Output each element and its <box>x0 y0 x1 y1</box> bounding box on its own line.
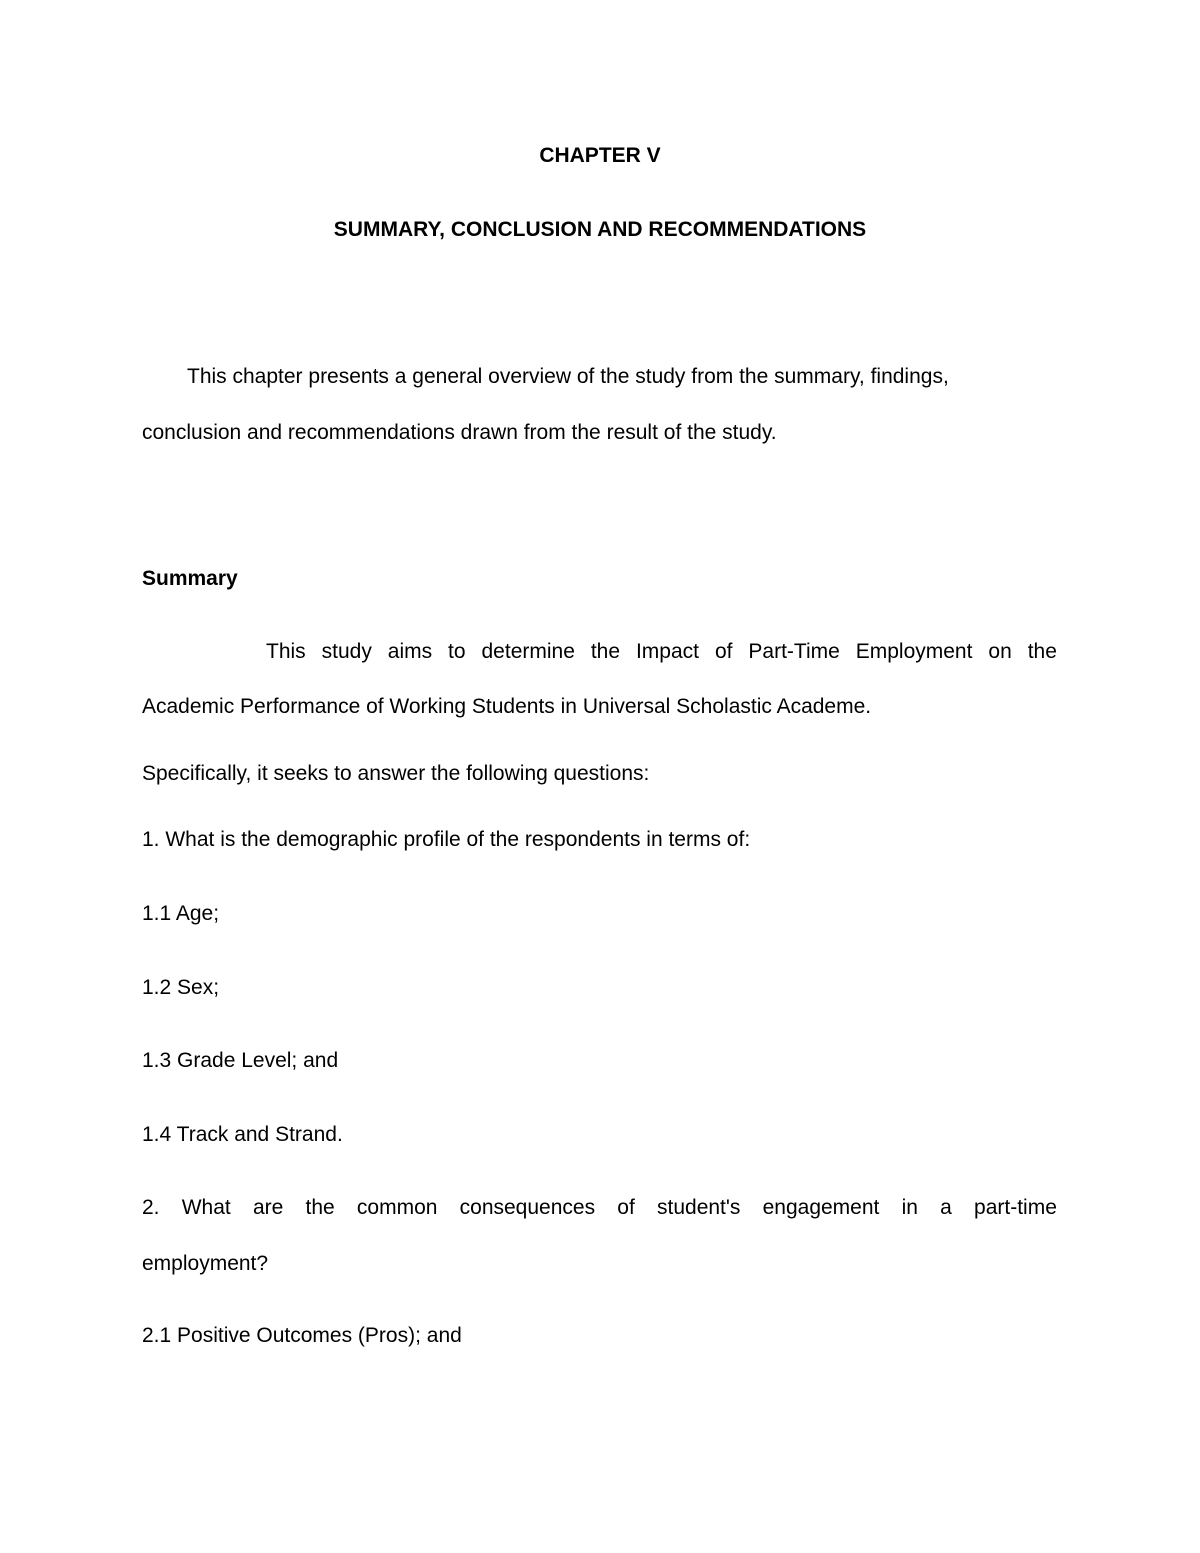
word: This <box>266 640 306 663</box>
summary-para1-line1 <box>266 639 1057 665</box>
word: What <box>181 1196 231 1219</box>
chapter-subtitle: SUMMARY, CONCLUSION AND RECOMMENDATIONS <box>333 218 867 241</box>
chapter-title: CHAPTER V <box>539 144 661 167</box>
question-1-2: 1.2 Sex; <box>142 976 220 999</box>
question-1-3: 1.3 Grade Level; and <box>142 1049 339 1072</box>
word: of <box>714 640 733 663</box>
word: are <box>252 1196 284 1219</box>
word: Impact <box>635 640 699 663</box>
word: of <box>617 1196 635 1219</box>
summary-heading: Summary <box>142 567 238 590</box>
word: the <box>305 1196 335 1219</box>
word: the <box>1027 640 1057 663</box>
word: determine <box>481 640 575 663</box>
specifically-line: Specifically, it seeks to answer the following questions: <box>142 762 650 785</box>
intro-line-2: conclusion and recommendations drawn from the result of the study. <box>142 421 777 444</box>
word: engagement <box>762 1196 880 1219</box>
word: part-time <box>974 1196 1057 1219</box>
question-1-1: 1.1 Age; <box>142 902 220 925</box>
intro-line-1: This chapter presents a general overview of the study from the summary, findings, <box>187 365 949 388</box>
word: the <box>590 640 621 663</box>
word: common <box>356 1196 438 1219</box>
question-2-1: 2.1 Positive Outcomes (Pros); and <box>142 1324 462 1347</box>
word: consequences <box>459 1196 596 1219</box>
word: 2. <box>142 1196 160 1219</box>
word: on <box>988 640 1012 663</box>
word: student's <box>657 1196 741 1219</box>
word: Employment <box>855 640 973 663</box>
question-2-line2: employment? <box>142 1252 269 1275</box>
word: study <box>321 640 372 663</box>
word: aims <box>387 640 433 663</box>
word: in <box>901 1196 918 1219</box>
question-1: 1. What is the demographic profile of the respondents in terms of: <box>142 828 751 851</box>
word: a <box>940 1196 952 1219</box>
question-1-4: 1.4 Track and Strand. <box>142 1123 343 1146</box>
summary-para1-line2: Academic Performance of Working Students in Universal Scholastic Academe. <box>142 695 872 718</box>
word: to <box>448 640 466 663</box>
word: Part-Time <box>748 640 840 663</box>
question-2-line1 <box>142 1195 1057 1221</box>
